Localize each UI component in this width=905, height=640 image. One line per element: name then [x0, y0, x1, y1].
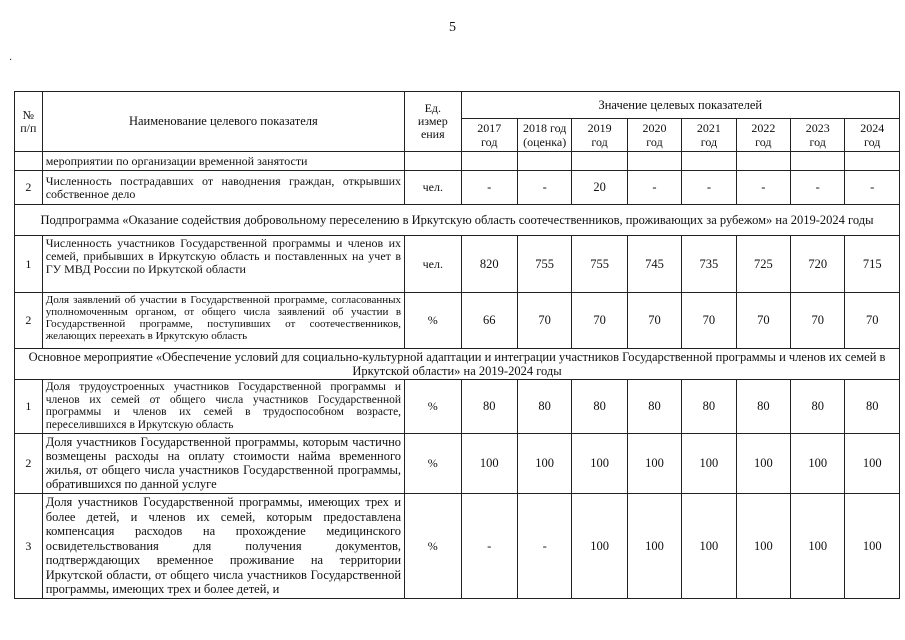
value-cell: 70 — [791, 293, 845, 349]
table-row — [15, 293, 900, 349]
value-cell: 70 — [517, 293, 571, 349]
value-cell: 100 — [627, 494, 681, 599]
continuation-text: мероприятии по организации временной занятости — [42, 152, 404, 171]
value-cell: 755 — [517, 236, 571, 293]
row-num: 1 — [15, 380, 43, 434]
value-cell: - — [682, 171, 736, 205]
value-cell: 715 — [845, 236, 900, 293]
value-cell: 66 — [461, 293, 517, 349]
value-cell: - — [627, 171, 681, 205]
value-cell: 100 — [845, 434, 900, 494]
value-cell: 755 — [572, 236, 627, 293]
page-number: 5 — [449, 20, 456, 35]
unit-cell: % — [405, 293, 461, 349]
value-cell: 720 — [791, 236, 845, 293]
unit-cell: % — [405, 380, 461, 434]
header-year: 2022 год — [736, 119, 790, 152]
value-cell: 100 — [736, 434, 790, 494]
header-year: 2021 год — [682, 119, 736, 152]
unit-cell: % — [405, 494, 461, 599]
value-cell: 100 — [791, 434, 845, 494]
table-row — [15, 236, 900, 293]
table-row — [15, 380, 900, 434]
value-cell: 80 — [682, 380, 736, 434]
value-cell: 70 — [736, 293, 790, 349]
table-row — [15, 171, 900, 205]
row-num: 1 — [15, 236, 43, 293]
header-year: 2023 год — [791, 119, 845, 152]
unit-cell: % — [405, 434, 461, 494]
value-cell: - — [736, 171, 790, 205]
header-year: 2020 год — [627, 119, 681, 152]
target-indicators-table — [14, 91, 900, 599]
value-cell: 70 — [572, 293, 627, 349]
value-cell: 80 — [845, 380, 900, 434]
value-cell: 100 — [572, 434, 627, 494]
section-row — [15, 205, 900, 236]
header-year: 2024 год — [845, 119, 900, 152]
value-cell: - — [845, 171, 900, 205]
indicator-name: Доля трудоустроенных участников Государственной программы и членов их семей от общего числа участников Государственной программы и членов их семей в трудоспособном возрасте, переселившихся в Иркутскую область — [42, 380, 404, 434]
value-cell: 735 — [682, 236, 736, 293]
row-num: 2 — [15, 434, 43, 494]
header-unit: Ед. измер ения — [405, 92, 461, 152]
indicator-name: Доля участников Государственной программы, которым частично возмещены расходы на оплату стоимости найма временного жилья, от общего числа участников Государственной программы, обратившихся по данной услуге — [42, 434, 404, 494]
indicator-name: Численность участников Государственной программы и членов их семей, прибывших в Иркутскую область и поставленных на учет в ГУ МВД России по Иркутской области — [42, 236, 404, 293]
value-cell: 820 — [461, 236, 517, 293]
value-cell: 100 — [572, 494, 627, 599]
header-name: Наименование целевого показателя — [42, 92, 404, 152]
indicator-name: Доля заявлений об участии в Государственной программе, согласованных уполномоченным органом, от общего числа заявлений об участии в Государственной программе, поступивших от соотечественников, желающих переехать в Иркутскую область — [42, 293, 404, 349]
value-cell: 20 — [572, 171, 627, 205]
header-year: 2019 год — [572, 119, 627, 152]
value-cell: 100 — [845, 494, 900, 599]
unit-cell: чел. — [405, 171, 461, 205]
value-cell: - — [517, 494, 571, 599]
value-cell: 80 — [461, 380, 517, 434]
value-cell: 725 — [736, 236, 790, 293]
value-cell: 100 — [682, 494, 736, 599]
value-cell: - — [461, 171, 517, 205]
value-cell: - — [517, 171, 571, 205]
row-num: 2 — [15, 293, 43, 349]
header-num: № п/п — [15, 92, 43, 152]
scan-speck: · — [9, 55, 13, 66]
value-cell: 80 — [517, 380, 571, 434]
row-num: 2 — [15, 171, 43, 205]
value-cell: - — [791, 171, 845, 205]
row-num: 3 — [15, 494, 43, 599]
value-cell: 70 — [845, 293, 900, 349]
table-row — [15, 152, 900, 171]
table-row — [15, 494, 900, 599]
value-cell: 80 — [791, 380, 845, 434]
unit-cell: чел. — [405, 236, 461, 293]
value-cell: 80 — [572, 380, 627, 434]
header-year: 2017 год — [461, 119, 517, 152]
indicator-name: Доля участников Государственной программы, имеющих трех и более детей, и членов их семей, которым предоставлена компенсация расходов на прохождение медицинского освидетельствования для получения документов, подтверждающих временное проживание на территории Иркутской области, от общего числа участников Государственной программы, имеющих трех и более детей, и — [42, 494, 404, 599]
value-cell: 100 — [627, 434, 681, 494]
value-cell: 100 — [517, 434, 571, 494]
value-cell: 745 — [627, 236, 681, 293]
section-row — [15, 349, 900, 380]
value-cell: 100 — [461, 434, 517, 494]
value-cell: 100 — [682, 434, 736, 494]
header-values-title: Значение целевых показателей — [461, 92, 899, 119]
value-cell: - — [461, 494, 517, 599]
value-cell: 100 — [736, 494, 790, 599]
value-cell: 100 — [791, 494, 845, 599]
value-cell: 70 — [627, 293, 681, 349]
header-year: 2018 год (оценка) — [517, 119, 571, 152]
subprogram-title: Подпрограмма «Оказание содействия добровольному переселению в Иркутскую область соотечественников, проживающих за рубежом» на 2019-2024 годы — [15, 205, 900, 236]
value-cell: 80 — [627, 380, 681, 434]
table-row — [15, 434, 900, 494]
indicator-name: Численность пострадавших от наводнения граждан, открывших собственное дело — [42, 171, 404, 205]
main-activity-title: Основное мероприятие «Обеспечение условий для социально-культурной адаптации и интеграции участников Государственной программы и членов их семей в Иркутской области» на 2019-2024 годы — [15, 349, 900, 380]
value-cell: 70 — [682, 293, 736, 349]
value-cell: 80 — [736, 380, 790, 434]
